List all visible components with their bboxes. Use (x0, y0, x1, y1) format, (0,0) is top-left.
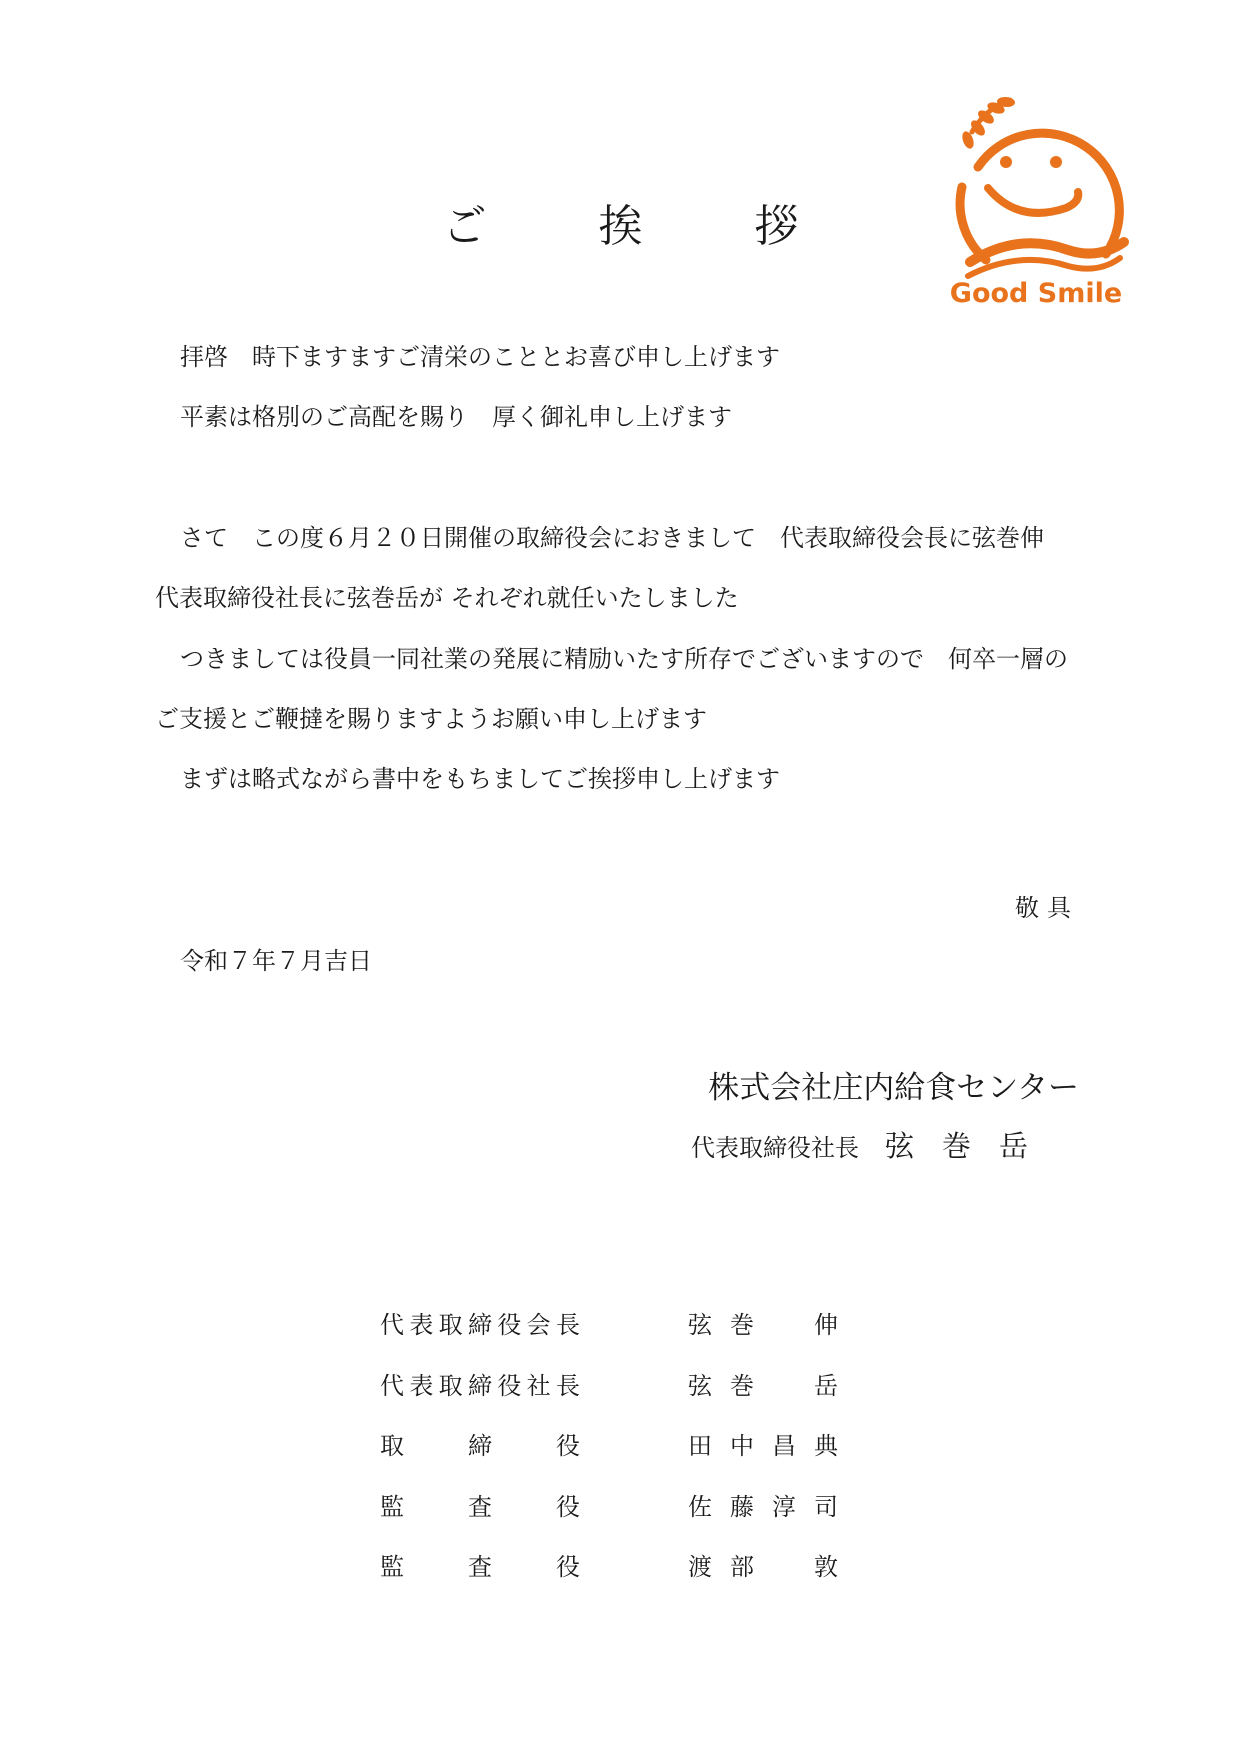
officer-role-char: 役 (556, 1553, 580, 1581)
page-title: ご 挨 拶 (442, 201, 833, 252)
body-line: さて この度６月２０日開催の取締役会におきまして 代表取締役会長に弦巻伸 (180, 524, 1044, 552)
officer-role (380, 1305, 580, 1340)
greeting-line: 平素は格別のご高配を賜り 厚く御礼申し上げます (180, 403, 732, 431)
signer-title: 代表取締役社長 (690, 1134, 859, 1162)
smiling-rice-ear-icon (960, 96, 1124, 276)
officer-name-char: 昌 (772, 1432, 796, 1460)
officer-role-char: 会 (526, 1311, 551, 1339)
officer-role-char: 取 (438, 1371, 463, 1400)
body-line: ご支援とご鞭撻を賜りますようお願い申し上げます (155, 705, 707, 733)
officer-role-char: 長 (555, 1371, 580, 1400)
officer-role-char: 社 (526, 1371, 551, 1400)
officer-name-char: 典 (814, 1432, 838, 1460)
body-line: 代表取締役社長に弦巻岳が それぞれ就任いたしました (155, 584, 739, 612)
officer-role-char: 役 (556, 1432, 580, 1460)
officer-name-char: 佐 (688, 1492, 712, 1521)
officer-role-char: 表 (409, 1371, 434, 1400)
body-line: まずは略式ながら書中をもちましてご挨拶申し上げます (180, 765, 780, 793)
officer-name-gap (772, 1305, 796, 1340)
officer-role-char: 長 (555, 1311, 580, 1339)
officer-name (688, 1366, 838, 1401)
officer-name-char: 田 (688, 1432, 712, 1460)
officer-name-gap (772, 1366, 796, 1401)
officer-role (380, 1366, 580, 1401)
logo-wordmark: Good Smile (949, 278, 1123, 309)
officer-role (380, 1426, 580, 1461)
officer-role-char: 表 (409, 1311, 434, 1339)
officer-name-char: 藤 (730, 1492, 754, 1521)
officer-role-char: 査 (468, 1492, 492, 1521)
officer-name-char: 巻 (730, 1311, 754, 1339)
officer-role-char: 締 (467, 1311, 492, 1339)
body-line: つきましては役員一同社業の発展に精励いたす所存でございますので 何卒一層の (180, 645, 1068, 673)
officer-name-char: 弦 (688, 1371, 712, 1400)
officer-name (688, 1547, 838, 1582)
officer-role-char: 取 (380, 1432, 404, 1460)
officer-name-char: 渡 (688, 1553, 712, 1581)
officer-role (380, 1547, 580, 1582)
officer-role (380, 1487, 580, 1522)
officer-name-char: 岳 (814, 1371, 838, 1400)
officer-role-char: 監 (380, 1553, 404, 1581)
officer-role-char: 代 (380, 1311, 404, 1339)
officer-name-char: 淳 (772, 1492, 796, 1521)
officer-name (688, 1426, 838, 1461)
officer-role-char: 査 (468, 1553, 492, 1581)
greeting-line: 拝啓 時下ますますご清栄のこととお喜び申し上げます (180, 343, 780, 371)
closing-phrase: 敬具 (1015, 894, 1079, 922)
officer-role-char: 締 (467, 1371, 492, 1400)
officer-role-char: 代 (380, 1371, 404, 1400)
officer-name (688, 1487, 838, 1522)
company-name: 株式会社庄内給食センター (708, 1070, 1079, 1106)
signer-block (691, 1124, 1056, 1165)
officer-name-char: 巻 (730, 1371, 754, 1400)
officer-name-char: 伸 (814, 1311, 838, 1339)
officer-role-char: 役 (556, 1492, 580, 1521)
officer-role-char: 役 (497, 1311, 522, 1339)
letter-date: 令和７年７月吉日 (180, 947, 372, 975)
officer-name-char: 弦 (688, 1311, 712, 1339)
officer-role-char: 監 (380, 1492, 404, 1521)
officer-name-gap (772, 1547, 796, 1582)
officer-role-char: 締 (468, 1432, 492, 1460)
officer-name-char: 中 (730, 1432, 754, 1460)
officer-name (688, 1305, 838, 1340)
officer-role-char: 役 (497, 1371, 522, 1400)
officer-name-char: 敦 (814, 1553, 838, 1581)
officer-name-char: 司 (814, 1492, 838, 1521)
officer-name-char: 部 (730, 1553, 754, 1581)
officer-role-char: 取 (438, 1311, 463, 1339)
signer-name: 弦巻岳 (884, 1129, 1056, 1163)
